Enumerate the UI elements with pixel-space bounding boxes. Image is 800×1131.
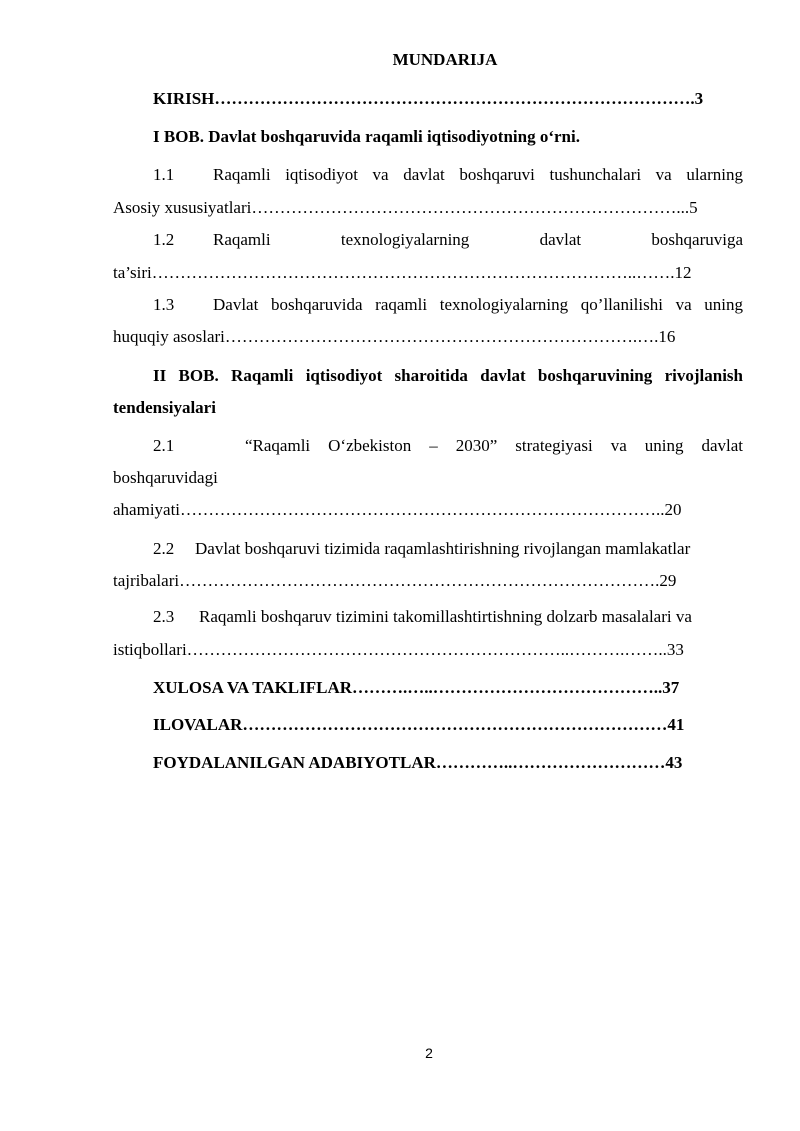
toc-entry-number: 1.2 [153, 230, 175, 249]
toc-entry-2-3-line1 [153, 606, 692, 627]
toc-entry-2-1-line2: boshqaruvidagi [113, 468, 218, 487]
toc-entry-text: Davlat boshqaruvida raqamli texnologiyalarning qo’llanilishi va uning [213, 295, 743, 314]
toc-entry-text: Raqamli texnologiyalarning davlat boshqaruviga [213, 230, 743, 249]
toc-entry-1-3-line2: huquqiy asoslari……………………………………………………………….….16 [113, 327, 676, 346]
toc-chapter-1: I BOB. Davlat boshqaruvida raqamli iqtisodiyotning o‘rni. [153, 127, 580, 146]
toc-entry-number: 2.2 [153, 539, 175, 558]
toc-entry-2-1-line3: ahamiyati…………………………………………………………………………..20 [113, 500, 682, 519]
toc-chapter-2-line1: II BOB. Raqamli iqtisodiyot sharoitida davlat boshqaruvining rivojlanish [153, 366, 743, 385]
toc-entry-2-3-line2: istiqbollari…………………………………………………………..……….……..33 [113, 640, 684, 659]
toc-entry-2-2-line2: tajribalari………………………………………………………………………….29 [113, 571, 677, 590]
toc-entry-text: Davlat boshqaruvi tizimida raqamlashtirishning rivojlangan mamlakatlar [195, 539, 691, 558]
toc-entry-1-1-line1 [153, 164, 743, 185]
toc-entry-text: Raqamli boshqaruv tizimini takomillashtirtishning dolzarb masalalari va [199, 607, 692, 626]
toc-entry-2-1-line1 [153, 435, 743, 456]
toc-entry-number: 2.1 [153, 436, 175, 455]
toc-entry-kirish: KIRISH………………………………………………………………………….3 [153, 89, 704, 108]
toc-entry-1-1-line2: Asosiy xususiyatlari…………………………………………………………………...5 [113, 198, 698, 217]
toc-chapter-2-line2: tendensiyalari [113, 398, 216, 417]
toc-entry-number: 1.3 [153, 295, 175, 314]
toc-entry-text: “Raqamli O‘zbekiston – 2030” strategiyasi va uning davlat [245, 436, 743, 455]
toc-entry-number: 2.3 [153, 607, 175, 626]
toc-entry-adabiyotlar: FOYDALANILGAN ADABIYOTLAR…………..………………………43 [153, 753, 683, 772]
toc-entry-1-3-line1 [153, 294, 743, 315]
toc-entry-ilovalar: ILOVALAR…………………………………………………………………41 [153, 715, 685, 734]
page-title: MUNDARIJA [392, 50, 498, 69]
page-number: 2 [425, 1045, 433, 1061]
toc-entry-number: 1.1 [153, 165, 175, 184]
toc-entry-1-2-line2: ta’siri…………………………………………………………………………..…….12 [113, 263, 692, 282]
toc-entry-1-2-line1 [153, 229, 743, 250]
toc-entry-xulosa: XULOSA VA TAKLIFLAR……….…..…………………………………..37 [153, 678, 680, 697]
toc-entry-text: Raqamli iqtisodiyot va davlat boshqaruvi tushunchalari va ularning [213, 165, 743, 184]
toc-entry-2-2-line1 [153, 538, 690, 559]
